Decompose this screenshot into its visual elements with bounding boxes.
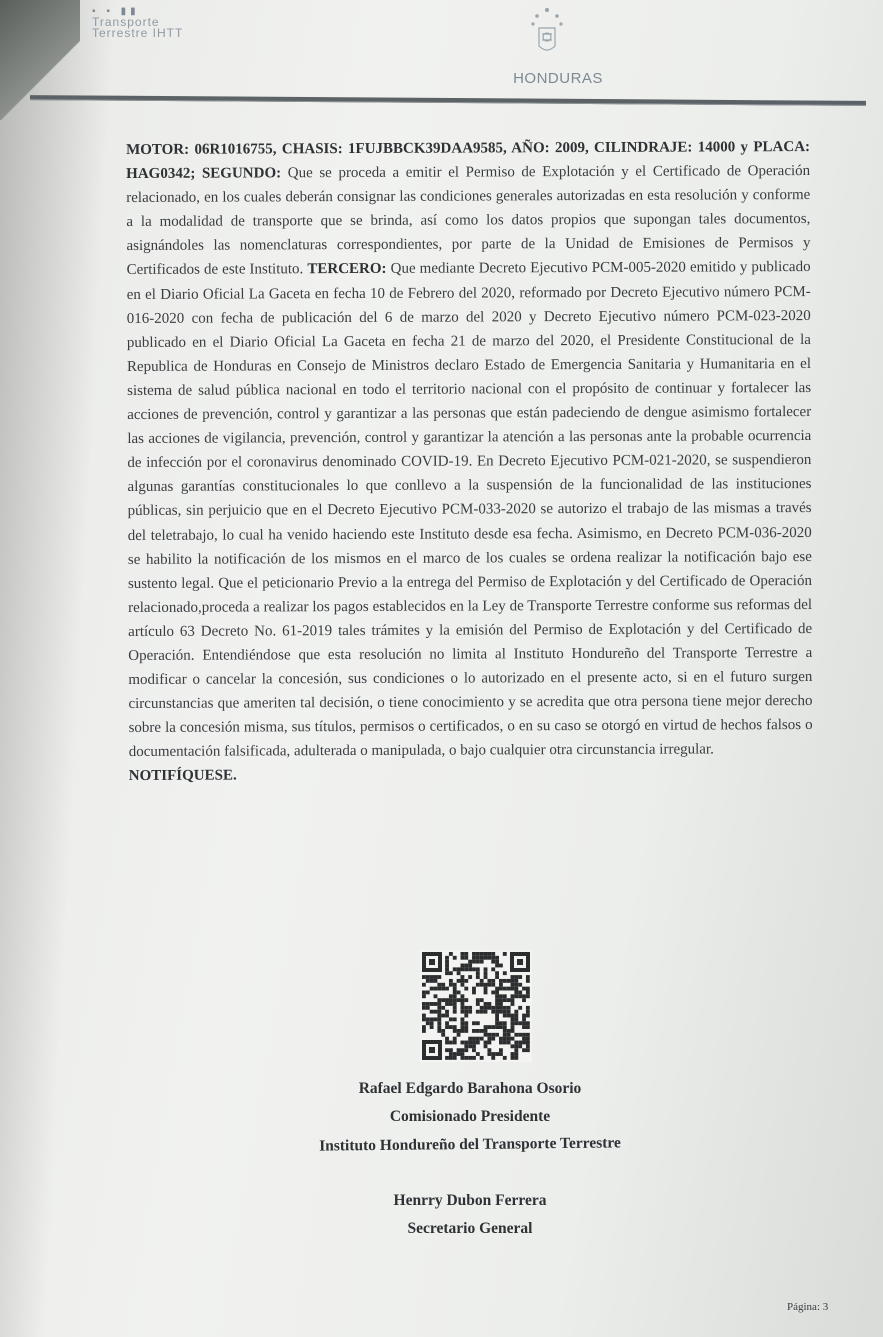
- segundo-paragraph: Que se proceda a emitir el Permiso de Explotación y el Certificado de Operación relacionado, en los cuales deberán consignar las condiciones generales autorizadas en esta resolución y conforme a la modalidad de transporte que se brinda, así como los datos propios que supongan tales documentos, asignándoles las nomenclaturas correspondientes, por parte de la Unidad de Emisiones de Permisos y Certificados de este Instituto.: [126, 163, 811, 279]
- logo-line1: Transporte: [92, 15, 160, 29]
- page-fold-shadow: [0, 0, 80, 120]
- resolution-body: [126, 135, 813, 789]
- tercero-label: TERCERO:: [307, 261, 387, 278]
- honduras-crest-icon: [527, 4, 567, 62]
- signer1-name: Rafael Edgardo Barahona Osorio: [358, 1080, 582, 1097]
- logo-line2: Terrestre IHTT: [92, 26, 184, 40]
- signer2-title: Secretario General: [407, 1220, 533, 1237]
- signer1-title: Comisionado Presidente: [389, 1108, 551, 1125]
- signer2-name: Henrry Dubon Ferrera: [393, 1192, 547, 1209]
- tercero-paragraph: Que mediante Decreto Ejecutivo PCM-005-2020 emitido y publicado en el Diario Oficial La Gaceta en fecha 10 de Febrero del 2020, reformado por Decreto Ejecutivo número PCM-016-2020 con fecha de publicación del 6 de marzo del 2020 y Decreto Ejecutivo número PCM-023-2020 publicado en el Diario Oficial La Gaceta en fecha 21 de marzo del 2020, el Presidente Constitucional de la Republica de Honduras en Consejo de Ministros declaro Estado de Emergencia Sanitaria y Humanitaria en el sistema de salud pública nacional en todo el territorio nacional con el propósito de continuar y fortalecer las acciones de prevención, control y garantizar a las personas que están padeciendo de dengue asimismo fortalecer las acciones de vigilancia, prevención, control y garantizar la atención a las personas ante la probable ocurrencia de infección por el coronavirus denominado COVID-19. En Decreto Ejecutivo PCM-021-2020, se suspendieron algunas garantías constitucionales lo que conllevo a la suspensión de la funcionalidad de las instituciones públicas, sin perjuicio que en el Decreto Ejecutivo PCM-033-2020 se autorizo el trabajo de las mismas a través del teletrabajo, lo cual ha venido haciendo este Instituto desde esa fecha. Asimismo, en Decreto PCM-036-2020 se habilito la notificación de los mismos en el marco de los cuales se ordena realizar la notificación bajo ese sustento legal. Que el peticionario Previo a la entrega del Permiso de Explotación y del Certificado de Operación relacionado,proceda a realizar los pagos establecidos en la Ley de Transporte Terrestre conforme sus reformas del artículo 63 Decreto No. 61-2019 tales trámites y la emisión del Permiso de Explotación y del Certificado de Operación. Entendiéndose que esta resolución no limita al Instituto Hondureño del Transporte Terrestre a modificar o cancelar la concesión, sus condiciones o lo autorizado en el presente acto, si en el futuro surgen circunstancias que ameriten tal decisión, o tiene conocimiento y se acredita que otra persona tiene mejor derecho sobre la concesión misma, sus títulos, permisos o certificados, o en su caso se otorgó en virtud de hechos falsos o documentación falsificada, adulterada o manipulada, o bajo cualquier otra circunstancia irregular.: [126, 259, 813, 761]
- signer1-organization: Instituto Hondureño del Transporte Terrestre: [319, 1134, 621, 1155]
- logo-mark-icon: ▪ ▪ ▮▮: [92, 6, 140, 17]
- ihtt-logo: [92, 6, 252, 46]
- header-rule: [30, 95, 866, 106]
- qr-code-icon: [420, 950, 532, 1062]
- vehicle-data-lead: MOTOR: 06R1016755, CHASIS: 1FUJBBCK39DAA9585, AÑO: 2009, CILINDRAJE: 14000 y PLACA: HAG0342; SEGUNDO:: [126, 139, 811, 183]
- country-name: HONDURAS: [513, 70, 603, 87]
- page-number: Página: 3: [787, 1301, 829, 1313]
- notifiquese-label: NOTIFÍQUESE.: [128, 767, 237, 785]
